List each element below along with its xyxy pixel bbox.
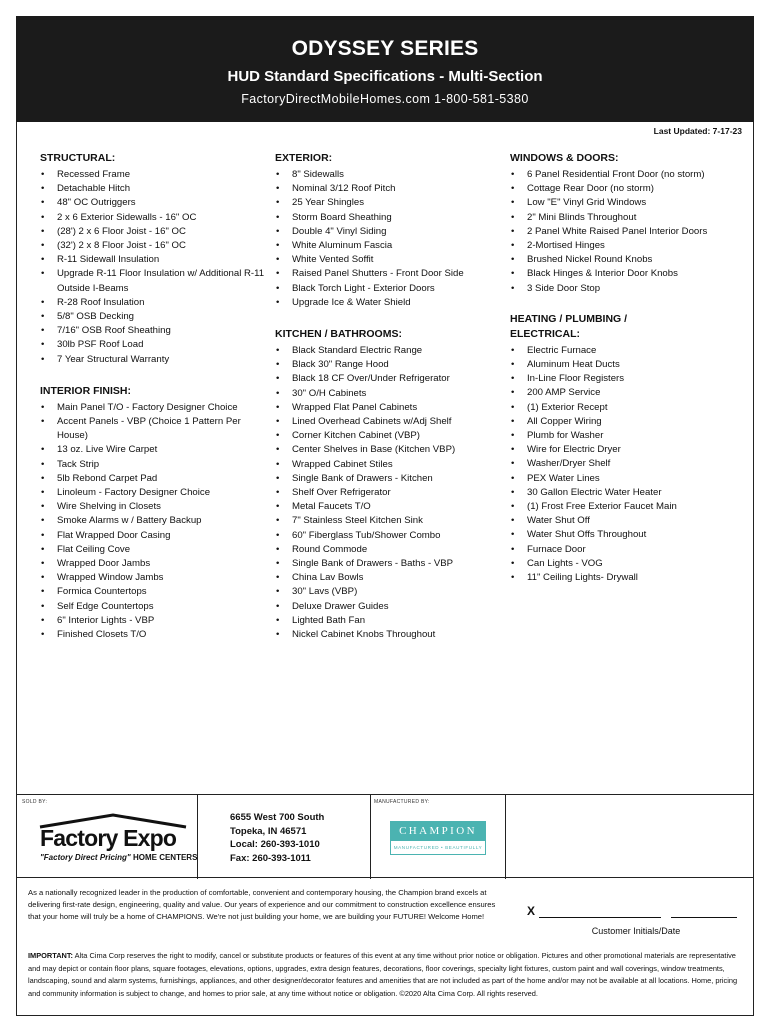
list-item: • Low "E" Vinyl Grid Windows bbox=[510, 196, 745, 210]
list-item: • Smoke Alarms w / Battery Backup bbox=[40, 514, 265, 528]
sold-by-label: SOLD BY: bbox=[22, 799, 48, 805]
list-item: • Black 18 CF Over/Under Refrigerator bbox=[275, 372, 500, 386]
important-notice bbox=[28, 950, 742, 1000]
list-item: • Corner Kitchen Cabinet (VBP) bbox=[275, 429, 500, 443]
list-item: • Single Bank of Drawers - Kitchen bbox=[275, 472, 500, 486]
list-item: • PEX Water Lines bbox=[510, 472, 745, 486]
kitchen-heading: KITCHEN / BATHROOMS: bbox=[275, 328, 402, 341]
kitchen-list bbox=[275, 344, 500, 642]
contact-line: FactoryDirectMobileHomes.com 1-800-581-5380 bbox=[241, 92, 529, 106]
signature-caption: Customer Initials/Date bbox=[591, 926, 681, 936]
manufactured-by-label: MANUFACTURED BY: bbox=[374, 799, 430, 805]
structural-list bbox=[40, 168, 265, 367]
exterior-heading: EXTERIOR: bbox=[275, 152, 333, 164]
list-item: • Formica Countertops bbox=[40, 585, 265, 599]
signature-area bbox=[527, 904, 737, 936]
factory-expo-tagline: "Factory Direct Pricing" HOME CENTERS bbox=[40, 853, 198, 862]
structural-heading: STRUCTURAL: bbox=[40, 152, 116, 164]
list-item: • R-28 Roof Insulation bbox=[40, 296, 265, 310]
list-item: • 60" Fiberglass Tub/Shower Combo bbox=[275, 529, 500, 543]
important-text: Alta Cima Corp reserves the right to modify, cancel or substitute products or features of this event at any time without prior notice or obligation. Pictures and other promotional materials are representative and may depict or contain floor plans, square footages, elevations, options, upgrades, extra design features, decorations, floor coverings, specialty light fixtures, custom paint and wall coverings, window treatments, landscaping, sound and alarm systems, furnishings, appliances, and other designer/decorator features and amenities that are not included as part of the home and/or may not be available at all locations. Home, pricing and community information is subject to change, and homes to prior sale, at any time without notice or obligation. ©2020 Alta Cima Corp. All rights reserved. bbox=[28, 951, 738, 998]
heating-heading bbox=[510, 312, 745, 342]
heating-list bbox=[510, 344, 745, 585]
list-item: • 2-Mortised Hinges bbox=[510, 239, 745, 253]
list-item: • 2" Mini Blinds Throughout bbox=[510, 211, 745, 225]
list-item: • (28') 2 x 6 Floor Joist - 16" OC bbox=[40, 225, 265, 239]
page-title: ODYSSEY SERIES bbox=[291, 37, 479, 60]
list-item: • 30" O/H Cabinets bbox=[275, 387, 500, 401]
list-item: • Center Shelves in Base (Kitchen VBP) bbox=[275, 443, 500, 457]
list-item: • Black Torch Light - Exterior Doors bbox=[275, 282, 500, 296]
list-item: • 2 Panel White Raised Panel Interior Doors bbox=[510, 225, 745, 239]
list-item: • Main Panel T/O - Factory Designer Choice bbox=[40, 401, 265, 415]
list-item: • Flat Wrapped Door Casing bbox=[40, 529, 265, 543]
list-item: • 30lb PSF Roof Load bbox=[40, 338, 265, 352]
list-item: • Brushed Nickel Round Knobs bbox=[510, 253, 745, 267]
interior-heading: INTERIOR FINISH: bbox=[40, 384, 131, 397]
list-item: • Self Edge Countertops bbox=[40, 600, 265, 614]
list-item: • 8" Sidewalls bbox=[275, 168, 500, 182]
list-item: • In-Line Floor Registers bbox=[510, 372, 745, 386]
list-item: • Plumb for Washer bbox=[510, 429, 745, 443]
list-item: • 3 Side Door Stop bbox=[510, 282, 745, 296]
interior-list bbox=[40, 401, 265, 642]
exterior-list bbox=[275, 168, 500, 310]
header-banner bbox=[16, 16, 754, 122]
list-item: • Storm Board Sheathing bbox=[275, 211, 500, 225]
list-item: • 30 Gallon Electric Water Heater bbox=[510, 486, 745, 500]
list-item: • Wrapped Door Jambs bbox=[40, 557, 265, 571]
page-subtitle: HUD Standard Specifications - Multi-Section bbox=[227, 68, 543, 85]
list-item: • All Copper Wiring bbox=[510, 415, 745, 429]
list-item: • Aluminum Heat Ducts bbox=[510, 358, 745, 372]
list-item: • Water Shut Offs Throughout bbox=[510, 528, 745, 542]
list-item: • Raised Panel Shutters - Front Door Side bbox=[275, 267, 500, 281]
list-item: • 7" Stainless Steel Kitchen Sink bbox=[275, 514, 500, 528]
list-item: • Wrapped Window Jambs bbox=[40, 571, 265, 585]
list-item: • Detachable Hitch bbox=[40, 182, 265, 196]
list-item: • Shelf Over Refrigerator bbox=[275, 486, 500, 500]
list-item: • (1) Frost Free Exterior Faucet Main bbox=[510, 500, 745, 514]
champion-logo bbox=[390, 821, 486, 857]
list-item: • Black Hinges & Interior Door Knobs bbox=[510, 267, 745, 281]
list-item: • Round Commode bbox=[275, 543, 500, 557]
list-item: • Electric Furnace bbox=[510, 344, 745, 358]
list-item: • Wrapped Cabinet Stiles bbox=[275, 458, 500, 472]
list-item: • Furnace Door bbox=[510, 543, 745, 557]
list-item: • Deluxe Drawer Guides bbox=[275, 600, 500, 614]
list-item: • 5/8" OSB Decking bbox=[40, 310, 265, 324]
list-item: • 7 Year Structural Warranty bbox=[40, 353, 265, 367]
initials-line[interactable] bbox=[539, 908, 661, 918]
list-item: • 7/16" OSB Roof Sheathing bbox=[40, 324, 265, 338]
list-item: • 25 Year Shingles bbox=[275, 196, 500, 210]
list-item: • Upgrade R-11 Floor Insulation w/ Additional R-11 Outside I-Beams bbox=[40, 267, 265, 295]
factory-expo-logo bbox=[38, 813, 198, 865]
list-item: • Single Bank of Drawers - Baths - VBP bbox=[275, 557, 500, 571]
dealer-address: 6655 West 700 South Topeka, IN 46571 Local: 260-393-1010 Fax: 260-393-1011 bbox=[230, 812, 325, 864]
list-item: • Lighted Bath Fan bbox=[275, 614, 500, 628]
list-item: • Washer/Dryer Shelf bbox=[510, 457, 745, 471]
list-item: • R-11 Sidewall Insulation bbox=[40, 253, 265, 267]
list-item: • Nickel Cabinet Knobs Throughout bbox=[275, 628, 500, 642]
list-item: • Flat Ceiling Cove bbox=[40, 543, 265, 557]
list-item: • Wrapped Flat Panel Cabinets bbox=[275, 401, 500, 415]
champion-logo-top: CHAMPION bbox=[390, 821, 486, 841]
list-item: • Cottage Rear Door (no storm) bbox=[510, 182, 745, 196]
footer-dealer-box bbox=[16, 794, 754, 878]
windows-heading: WINDOWS & DOORS: bbox=[510, 152, 619, 164]
list-item: • 5lb Rebond Carpet Pad bbox=[40, 472, 265, 486]
list-item: • White Vented Soffit bbox=[275, 253, 500, 267]
list-item: • Linoleum - Factory Designer Choice bbox=[40, 486, 265, 500]
list-item: • (1) Exterior Recept bbox=[510, 401, 745, 415]
list-item: • 30" Lavs (VBP) bbox=[275, 585, 500, 599]
list-item: • 6 Panel Residential Front Door (no storm) bbox=[510, 168, 745, 182]
list-item: • 6" Interior Lights - VBP bbox=[40, 614, 265, 628]
list-item: • 200 AMP Service bbox=[510, 386, 745, 400]
list-item: • Metal Faucets T/O bbox=[275, 500, 500, 514]
list-item: • Wire for Electric Dryer bbox=[510, 443, 745, 457]
list-item: • White Aluminum Fascia bbox=[275, 239, 500, 253]
list-item: • 48" OC Outriggers bbox=[40, 196, 265, 210]
heating-heading-line2: ELECTRICAL: bbox=[510, 327, 580, 340]
list-item: • Recessed Frame bbox=[40, 168, 265, 182]
column-exterior-kitchen bbox=[275, 150, 500, 642]
windows-list bbox=[510, 168, 745, 296]
list-item: • Wire Shelving in Closets bbox=[40, 500, 265, 514]
list-item: • 11" Ceiling Lights- Drywall bbox=[510, 571, 745, 585]
list-item: • Nominal 3/12 Roof Pitch bbox=[275, 182, 500, 196]
list-item: • Black 30" Range Hood bbox=[275, 358, 500, 372]
important-label: IMPORTANT: bbox=[28, 951, 74, 960]
list-item: • Lined Overhead Cabinets w/Adj Shelf bbox=[275, 415, 500, 429]
date-line[interactable] bbox=[671, 908, 737, 918]
list-item: • Accent Panels - VBP (Choice 1 Pattern Per House) bbox=[40, 415, 265, 443]
list-item: • 2 x 6 Exterior Sidewalls - 16" OC bbox=[40, 211, 265, 225]
heating-heading-line1: HEATING / PLUMBING / bbox=[510, 312, 628, 325]
column-windows-heating bbox=[510, 150, 745, 585]
list-item: • Double 4" Vinyl Siding bbox=[275, 225, 500, 239]
list-item: • Water Shut Off bbox=[510, 514, 745, 528]
list-item: • China Lav Bowls bbox=[275, 571, 500, 585]
last-updated: Last Updated: 7-17-23 bbox=[653, 126, 742, 136]
list-item: • Upgrade Ice & Water Shield bbox=[275, 296, 500, 310]
list-item: • Can Lights - VOG bbox=[510, 557, 745, 571]
list-item: • Tack Strip bbox=[40, 458, 265, 472]
list-item: • Finished Closets T/O bbox=[40, 628, 265, 642]
list-item: • 13 oz. Live Wire Carpet bbox=[40, 443, 265, 457]
champion-logo-bottom: MANUFACTURED • BEAUTIFULLY bbox=[390, 841, 486, 855]
factory-expo-logo-text: Factory Expo bbox=[40, 825, 177, 851]
signature-x: X bbox=[527, 904, 536, 918]
column-structural-interior bbox=[40, 150, 265, 642]
list-item: • Black Standard Electric Range bbox=[275, 344, 500, 358]
list-item: • (32') 2 x 8 Floor Joist - 16" OC bbox=[40, 239, 265, 253]
disclaimer-text: As a nationally recognized leader in the production of comfortable, convenient and contemporary housing, the Champion brand excels at delivering first-rate design, engineering, quality and value. Our years of experience and our commitment to construction excellence ensures that your home will truly be a home of CHAMPIONS. We're not just building your home, we are building your FUTURE! Welcome Home! bbox=[28, 888, 496, 921]
